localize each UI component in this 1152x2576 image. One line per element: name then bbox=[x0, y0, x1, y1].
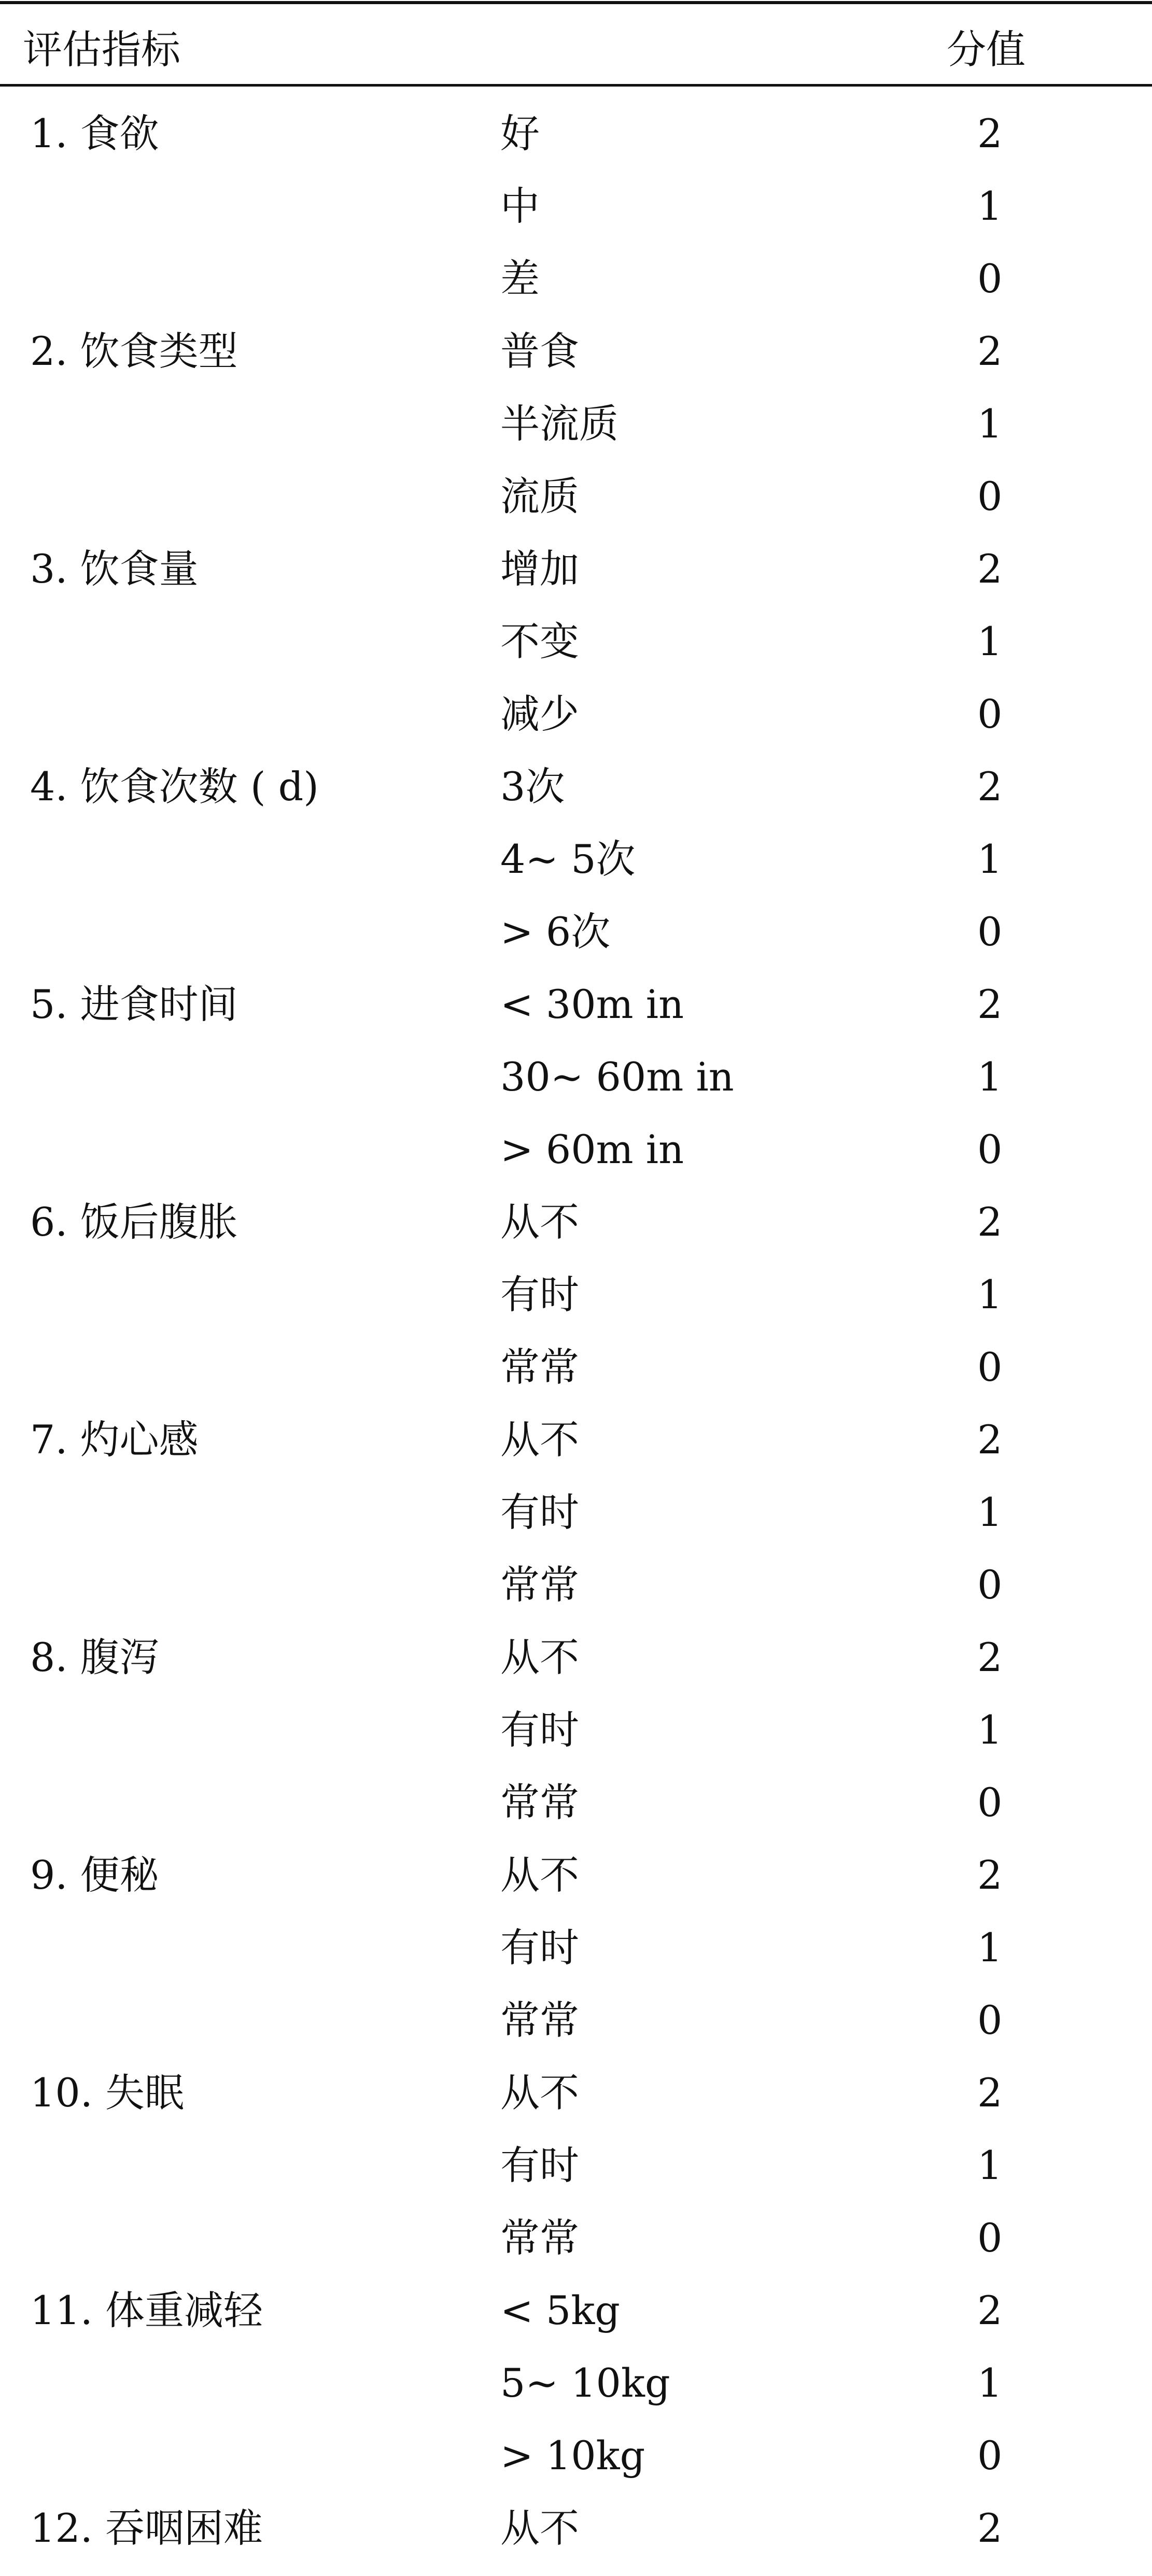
row-option: < 5kg bbox=[500, 2287, 620, 2333]
table-row bbox=[0, 2068, 1152, 2141]
row-option: 半流质 bbox=[500, 401, 619, 447]
row-option: 常常 bbox=[500, 1779, 579, 1825]
row-option: 中 bbox=[500, 183, 540, 229]
row-indicator: 3. 饮食量 bbox=[30, 546, 199, 592]
row-option: 从不 bbox=[500, 1417, 579, 1463]
row-score: 1 bbox=[977, 618, 1003, 664]
row-score: 2 bbox=[977, 2505, 1003, 2551]
row-option: 普食 bbox=[500, 328, 579, 374]
table-row bbox=[0, 617, 1152, 689]
row-indicator: 11. 体重减轻 bbox=[30, 2287, 263, 2333]
table-row bbox=[0, 1778, 1152, 1850]
row-option: 常常 bbox=[500, 1997, 579, 2043]
row-option: 有时 bbox=[500, 1707, 579, 1753]
row-option: 5~ 10kg bbox=[500, 2360, 670, 2406]
row-score: 1 bbox=[977, 183, 1003, 229]
table-row bbox=[0, 1197, 1152, 1270]
row-option: 有时 bbox=[500, 1489, 579, 1535]
row-score: 1 bbox=[977, 2142, 1003, 2188]
row-indicator: 2. 饮食类型 bbox=[30, 328, 238, 374]
table-row bbox=[0, 544, 1152, 617]
row-option: 差 bbox=[500, 256, 540, 302]
table-row bbox=[0, 2213, 1152, 2286]
row-score: 1 bbox=[977, 2360, 1003, 2406]
row-option: 30~ 60m in bbox=[500, 1054, 734, 1100]
row-score: 0 bbox=[977, 1779, 1003, 1825]
row-score: 2 bbox=[977, 981, 1003, 1027]
table-row bbox=[0, 762, 1152, 834]
row-score: 0 bbox=[977, 256, 1003, 302]
row-score: 0 bbox=[977, 909, 1003, 955]
row-indicator: 12. 吞咽困难 bbox=[30, 2505, 263, 2551]
table-row bbox=[0, 907, 1152, 980]
table-row bbox=[0, 399, 1152, 472]
row-score: 1 bbox=[977, 1924, 1003, 1971]
row-option: 常常 bbox=[500, 1562, 579, 1608]
row-score: 0 bbox=[977, 1997, 1003, 2043]
row-option: 从不 bbox=[500, 1634, 579, 1680]
table-row bbox=[0, 181, 1152, 254]
table-row bbox=[0, 1995, 1152, 2068]
table-row bbox=[0, 254, 1152, 327]
table-row bbox=[0, 109, 1152, 181]
table-row bbox=[0, 1705, 1152, 1778]
row-score: 2 bbox=[977, 2287, 1003, 2333]
row-score: 2 bbox=[977, 546, 1003, 592]
row-option: > 10kg bbox=[500, 2432, 645, 2479]
row-indicator: 5. 进食时间 bbox=[30, 981, 238, 1027]
table-row bbox=[0, 2431, 1152, 2503]
header-bottom-rule bbox=[0, 84, 1152, 87]
row-option: 常常 bbox=[500, 1344, 579, 1390]
row-option: 有时 bbox=[500, 1271, 579, 1318]
table-row bbox=[0, 1415, 1152, 1488]
row-option: 流质 bbox=[500, 473, 579, 519]
row-score: 2 bbox=[977, 1852, 1003, 1898]
table-row bbox=[0, 2358, 1152, 2431]
row-score: 1 bbox=[977, 1054, 1003, 1100]
row-score: 1 bbox=[977, 1271, 1003, 1318]
table-row bbox=[0, 1850, 1152, 1923]
table-row bbox=[0, 1125, 1152, 1197]
table-row bbox=[0, 2286, 1152, 2358]
row-score: 2 bbox=[977, 2070, 1003, 2116]
table-row bbox=[0, 1270, 1152, 1342]
row-score: 2 bbox=[977, 1634, 1003, 1680]
table-body bbox=[0, 109, 1152, 2576]
table-row bbox=[0, 980, 1152, 1052]
row-option: 有时 bbox=[500, 2142, 579, 2188]
row-score: 1 bbox=[977, 1707, 1003, 1753]
row-option: 增加 bbox=[500, 546, 579, 592]
row-score: 2 bbox=[977, 1417, 1003, 1463]
row-option: 从不 bbox=[500, 2070, 579, 2116]
header-indicator: 评估指标 bbox=[23, 26, 180, 73]
row-score: 1 bbox=[977, 1489, 1003, 1535]
row-option: > 6次 bbox=[500, 909, 611, 955]
row-indicator: 4. 饮食次数 ( d) bbox=[30, 763, 319, 810]
row-option: 从不 bbox=[500, 1199, 579, 1245]
table-row bbox=[0, 1052, 1152, 1125]
row-indicator: 10. 失眠 bbox=[30, 2070, 185, 2116]
row-score: 0 bbox=[977, 1562, 1003, 1608]
row-option: > 60m in bbox=[500, 1126, 684, 1172]
table-row bbox=[0, 327, 1152, 399]
table-row bbox=[0, 689, 1152, 762]
table-row bbox=[0, 1488, 1152, 1560]
row-score: 2 bbox=[977, 110, 1003, 157]
table-row bbox=[0, 1923, 1152, 1995]
row-indicator: 1. 食欲 bbox=[30, 110, 159, 157]
row-score: 0 bbox=[977, 2215, 1003, 2261]
row-score: 1 bbox=[977, 401, 1003, 447]
row-score: 0 bbox=[977, 2432, 1003, 2479]
row-score: 0 bbox=[977, 1126, 1003, 1172]
table-row bbox=[0, 472, 1152, 544]
row-option: 常常 bbox=[500, 2215, 579, 2261]
table-row bbox=[0, 1560, 1152, 1633]
row-option: 4~ 5次 bbox=[500, 836, 636, 882]
row-indicator: 8. 腹泻 bbox=[30, 1634, 159, 1680]
row-score: 0 bbox=[977, 1344, 1003, 1390]
row-option: 3次 bbox=[500, 763, 565, 810]
row-score: 2 bbox=[977, 328, 1003, 374]
row-option: 从不 bbox=[500, 2505, 579, 2551]
row-score: 0 bbox=[977, 473, 1003, 519]
table-row bbox=[0, 1633, 1152, 1705]
row-option: 不变 bbox=[500, 618, 579, 664]
row-score: 2 bbox=[977, 1199, 1003, 1245]
row-option: 好 bbox=[500, 110, 540, 157]
row-indicator: 6. 饭后腹胀 bbox=[30, 1199, 238, 1245]
table-top-rule bbox=[0, 1, 1152, 4]
row-option: 减少 bbox=[500, 691, 579, 737]
row-score: 0 bbox=[977, 691, 1003, 737]
row-option: 从不 bbox=[500, 1852, 579, 1898]
table-row bbox=[0, 1342, 1152, 1415]
row-score: 2 bbox=[977, 763, 1003, 810]
row-indicator: 7. 灼心感 bbox=[30, 1417, 199, 1463]
table-row bbox=[0, 834, 1152, 907]
table-row bbox=[0, 2141, 1152, 2213]
row-option: 有时 bbox=[500, 1924, 579, 1971]
row-option: < 30m in bbox=[500, 981, 684, 1027]
header-score: 分值 bbox=[947, 26, 1025, 73]
row-score: 1 bbox=[977, 836, 1003, 882]
table-row bbox=[0, 2503, 1152, 2576]
row-indicator: 9. 便秘 bbox=[30, 1852, 159, 1898]
